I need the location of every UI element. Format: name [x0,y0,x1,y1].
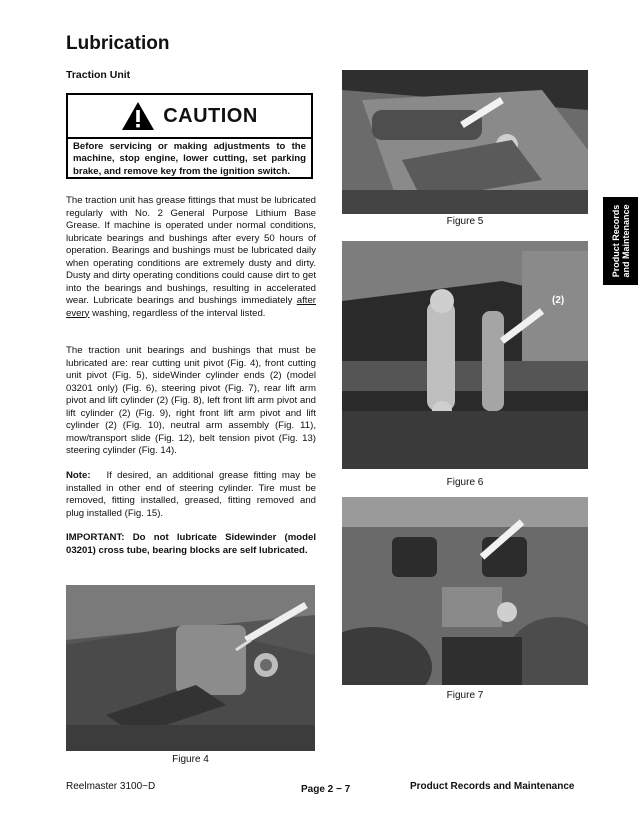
underlined-text: after every [66,295,316,319]
paragraph-text: washing, regardless of the interval listed. [89,307,266,319]
paragraph-important: IMPORTANT: Do not lubricate Sidewinder (model 03201) cross tube, bearing blocks are self lubricated. [66,532,316,556]
section-subtitle: Traction Unit [66,69,131,81]
footer-model: Reelmaster 3100−D [66,781,156,792]
section-side-tab [603,197,638,285]
figure-4-caption: Figure 4 [172,754,209,765]
page-title: Lubrication [66,33,170,54]
caution-body: Before servicing or making adjustments to the machine, stop engine, lower cutting, set parking brake, and remove key from the ignition switch. [73,141,306,177]
side-tab-line1: Product Records [611,204,621,278]
paragraph-text: The traction unit has grease fittings that must be lubricated regularly with No. 2 General Purpose Lithium Base Grease. If machine is operated under normal conditions, lubricate bearings and bushings after every 50 hours of operation. Bearings and bushings must be lubricated daily when operating conditions are extremely dusty and dirty. Dusty and dirty operating conditions could cause dirt to get into the bearings and bushings, resulting in accelerated wear. Lubricate bearings and bushings immediately [66,195,316,306]
side-tab-line2: and Maintenance [621,204,631,278]
figure-7-photo [342,497,588,685]
note-label: Note: [66,470,91,481]
figure-5-photo [342,70,588,214]
paragraph-lube-points: The traction unit bearings and bushings that must be lubricated are: rear cutting unit pivot (Fig. 4), front cutting unit pivot (Fig. 5), sideWinder cylinder ends (2) (model 03201 only) (Fig. 6), steering pivot (Fig. 7), rear lift arm pivot and lift cylinder (2) (Fig. 8), left front lift arm pivot and lift cylinder (2) (Fig. 9), right front lift arm pivot and lift cylinder (2) (Fig. 10), neutral arm assembly (Fig. 11), mow/transport slide (Fig. 12), belt tension pivot (Fig. 13) steering cylinder (Fig. 14). [66,345,316,456]
figure-6-photo [342,241,588,469]
caution-header [68,95,311,139]
caution-box [66,93,313,179]
paragraph-note [66,470,316,520]
note-text: If desired, an additional grease fitting may be installed in other end of steering cylinder. Tire must be removed, fitting installed, greased, fitting removed and plug installed (Fig. 15). [66,470,316,519]
figure-6-caption: Figure 6 [446,477,484,488]
figure-5-caption: Figure 5 [446,216,484,227]
figure-4-photo [66,585,315,751]
caution-heading: CAUTION [163,104,258,127]
paragraph-grease-intro [66,195,316,320]
footer-section: Product Records and Maintenance [410,781,575,792]
warning-triangle-icon [121,101,155,131]
side-tab-label [611,204,631,277]
footer-page-number: Page 2 − 7 [301,784,351,795]
figure-7-caption: Figure 7 [446,690,484,701]
figure-6-callout: (2) [552,295,565,306]
